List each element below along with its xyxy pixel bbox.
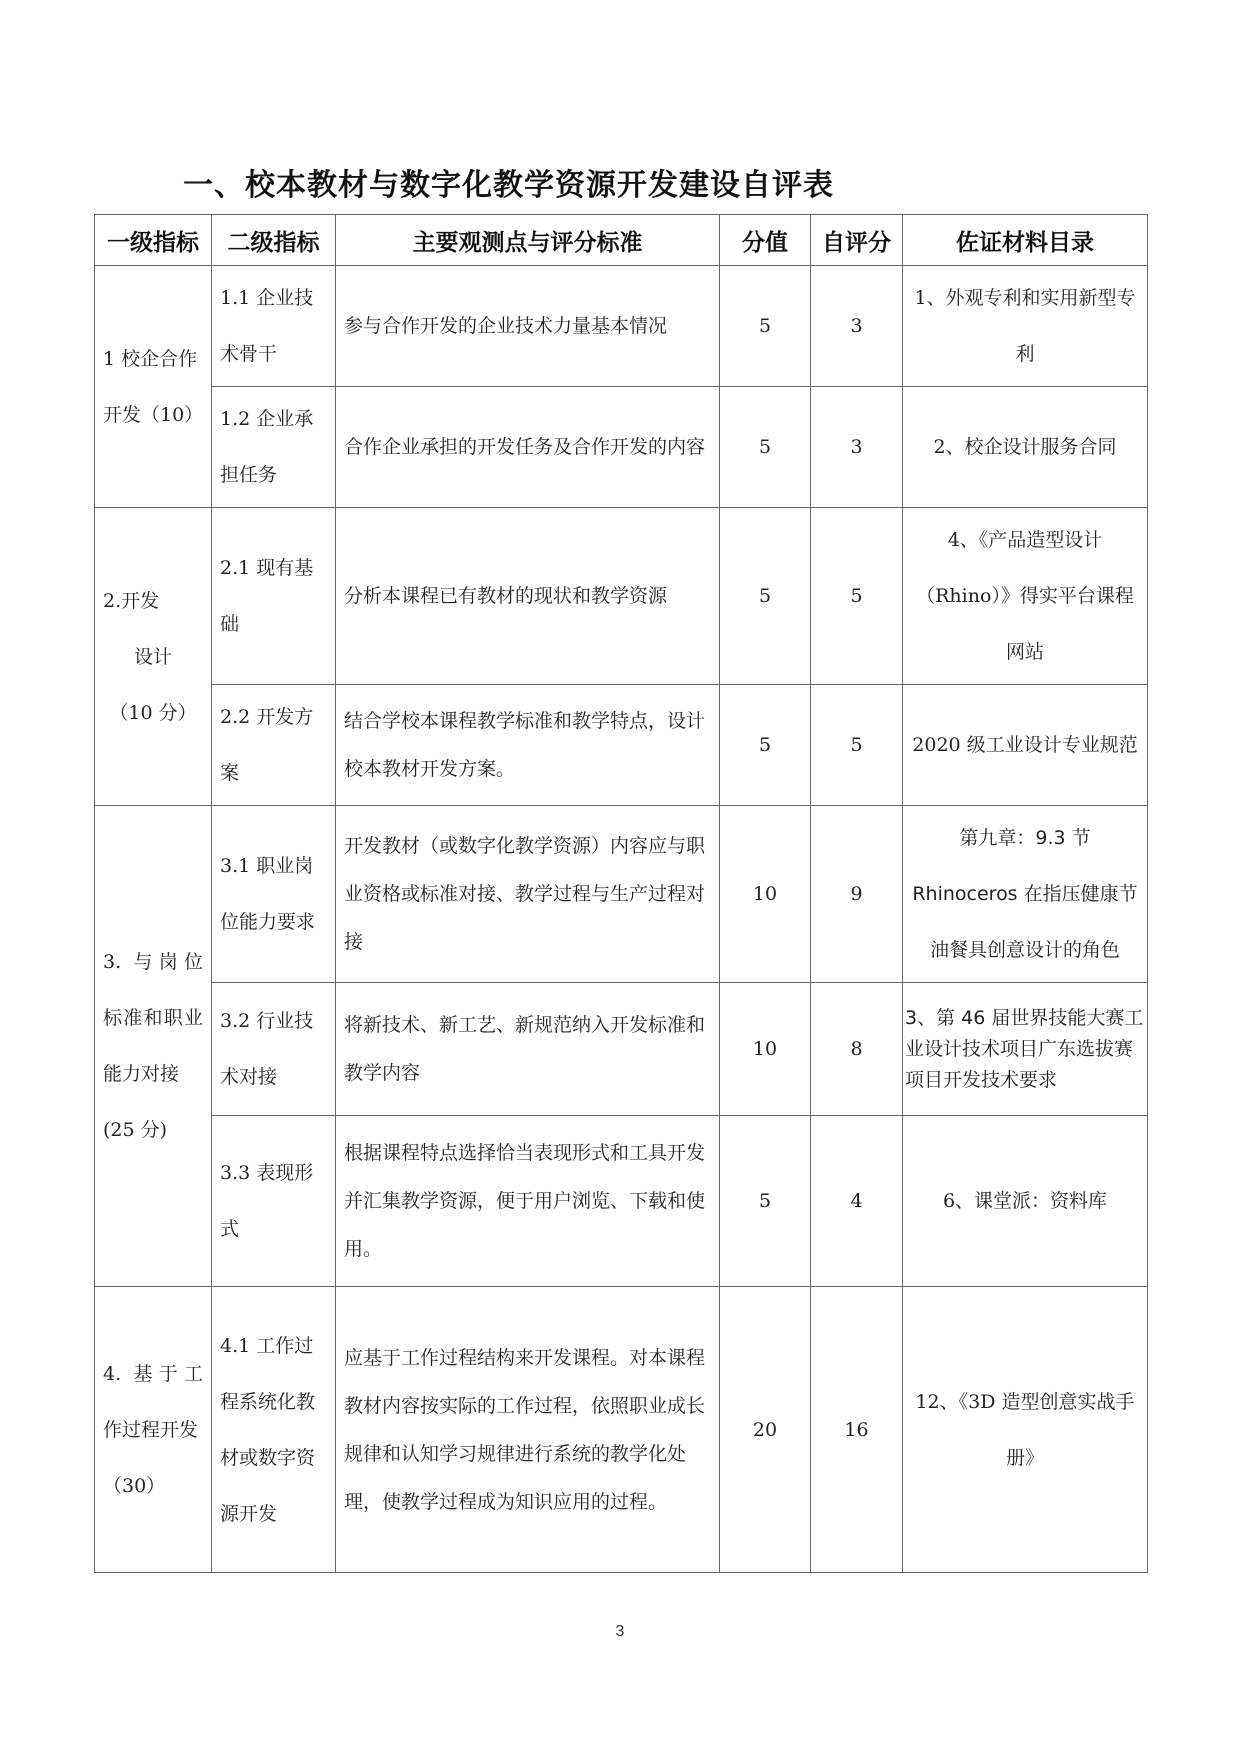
evidence-cell: 2、校企设计服务合同: [903, 387, 1148, 508]
score-cell: 5: [720, 1116, 811, 1287]
self-score-cell: 8: [811, 983, 903, 1116]
level1-label-sub: （10 分）: [109, 701, 197, 724]
table-row: [95, 266, 1148, 387]
header-level2: 二级指标: [212, 215, 336, 266]
level2-indicator: 4.1 工作过程系统化教材或数字资源开发: [212, 1287, 336, 1573]
score-cell: 5: [720, 266, 811, 387]
score-cell: 10: [720, 806, 811, 983]
level1-indicator: [95, 806, 212, 1287]
self-score-cell: 9: [811, 806, 903, 983]
header-score: 分值: [720, 215, 811, 266]
evidence-cell: 3、第 46 届世界技能大赛工业设计技术项目广东选拔赛项目开发技术要求: [903, 983, 1148, 1116]
score-cell: 20: [720, 1287, 811, 1573]
level1-indicator: [95, 1287, 212, 1573]
table-row: [95, 508, 1148, 685]
level1-label-sub: （30）: [103, 1474, 166, 1497]
header-level1: 一级指标: [95, 215, 212, 266]
evidence-cell: 4、《产品造型设计（Rhino）》得实平台课程网站: [903, 508, 1148, 685]
evidence-cell: 12、《3D 造型创意实战手册》: [903, 1287, 1148, 1573]
self-score-cell: 3: [811, 387, 903, 508]
header-criteria: 主要观测点与评分标准: [336, 215, 720, 266]
self-score-cell: 5: [811, 508, 903, 685]
level2-indicator: 3.1 职业岗位能力要求: [212, 806, 336, 983]
level2-indicator: 1.2 企业承担任务: [212, 387, 336, 508]
self-score-cell: 4: [811, 1116, 903, 1287]
level2-indicator: 3.3 表现形式: [212, 1116, 336, 1287]
criteria-cell: 参与合作开发的企业技术力量基本情况: [336, 266, 720, 387]
header-evidence: 佐证材料目录: [903, 215, 1148, 266]
self-score-cell: 3: [811, 266, 903, 387]
table-row: [95, 1287, 1148, 1573]
score-cell: 5: [720, 387, 811, 508]
level2-indicator: 3.2 行业技术对接: [212, 983, 336, 1116]
table-row: [95, 806, 1148, 983]
criteria-cell: 将新技术、新工艺、新规范纳入开发标准和教学内容: [336, 983, 720, 1116]
evidence-cell: 第九章：9.3 节 Rhinoceros 在指压健康节油餐具创意设计的角色: [903, 806, 1148, 983]
page-number: 3: [615, 1623, 625, 1640]
level2-indicator: 2.2 开发方案: [212, 685, 336, 806]
table-row: [95, 685, 1148, 806]
self-score-cell: 5: [811, 685, 903, 806]
criteria-cell: 开发教材（或数字化教学资源）内容应与职业资格或标准对接、教学过程与生产过程对接: [336, 806, 720, 983]
level1-label-line: 设计: [133, 645, 172, 668]
header-self-score: 自评分: [811, 215, 903, 266]
self-evaluation-table: [94, 214, 1148, 1573]
level2-indicator: 2.1 现有基础: [212, 508, 336, 685]
evidence-cell: 6、课堂派：资料库: [903, 1116, 1148, 1287]
criteria-cell: 结合学校本课程教学标准和教学特点，设计校本教材开发方案。: [336, 685, 720, 806]
table-row: [95, 1116, 1148, 1287]
level1-label-line: 2.开发: [103, 589, 160, 612]
level1-label-sub: (25 分): [103, 1119, 168, 1141]
evidence-cell: 1、外观专利和实用新型专利: [903, 266, 1148, 387]
criteria-cell: 根据课程特点选择恰当表现形式和工具开发并汇集教学资源，便于用户浏览、下载和使用。: [336, 1116, 720, 1287]
self-score-cell: 16: [811, 1287, 903, 1573]
table-row: [95, 983, 1148, 1116]
level2-indicator: 1.1 企业技术骨干: [212, 266, 336, 387]
level1-label: 4. 基于工作过程开发: [103, 1362, 203, 1441]
score-cell: 5: [720, 685, 811, 806]
header-row: [95, 215, 1148, 266]
score-cell: 5: [720, 508, 811, 685]
criteria-cell: 应基于工作过程结构来开发课程。对本课程教材内容按实际的工作过程，依照职业成长规律和认知学习规律进行系统的教学化处理，使教学过程成为知识应用的过程。: [336, 1287, 720, 1573]
level1-indicator: [95, 508, 212, 806]
criteria-cell: 合作企业承担的开发任务及合作开发的内容: [336, 387, 720, 508]
table-row: [95, 387, 1148, 508]
page-title: 一、校本教材与数字化教学资源开发建设自评表: [183, 168, 834, 203]
score-cell: 10: [720, 983, 811, 1116]
evidence-cell: 2020 级工业设计专业规范: [903, 685, 1148, 806]
criteria-cell: 分析本课程已有教材的现状和教学资源: [336, 508, 720, 685]
level1-label: 3. 与岗位标准和职业能力对接: [103, 951, 203, 1085]
level1-indicator: 1 校企合作开发（10）: [95, 266, 212, 508]
